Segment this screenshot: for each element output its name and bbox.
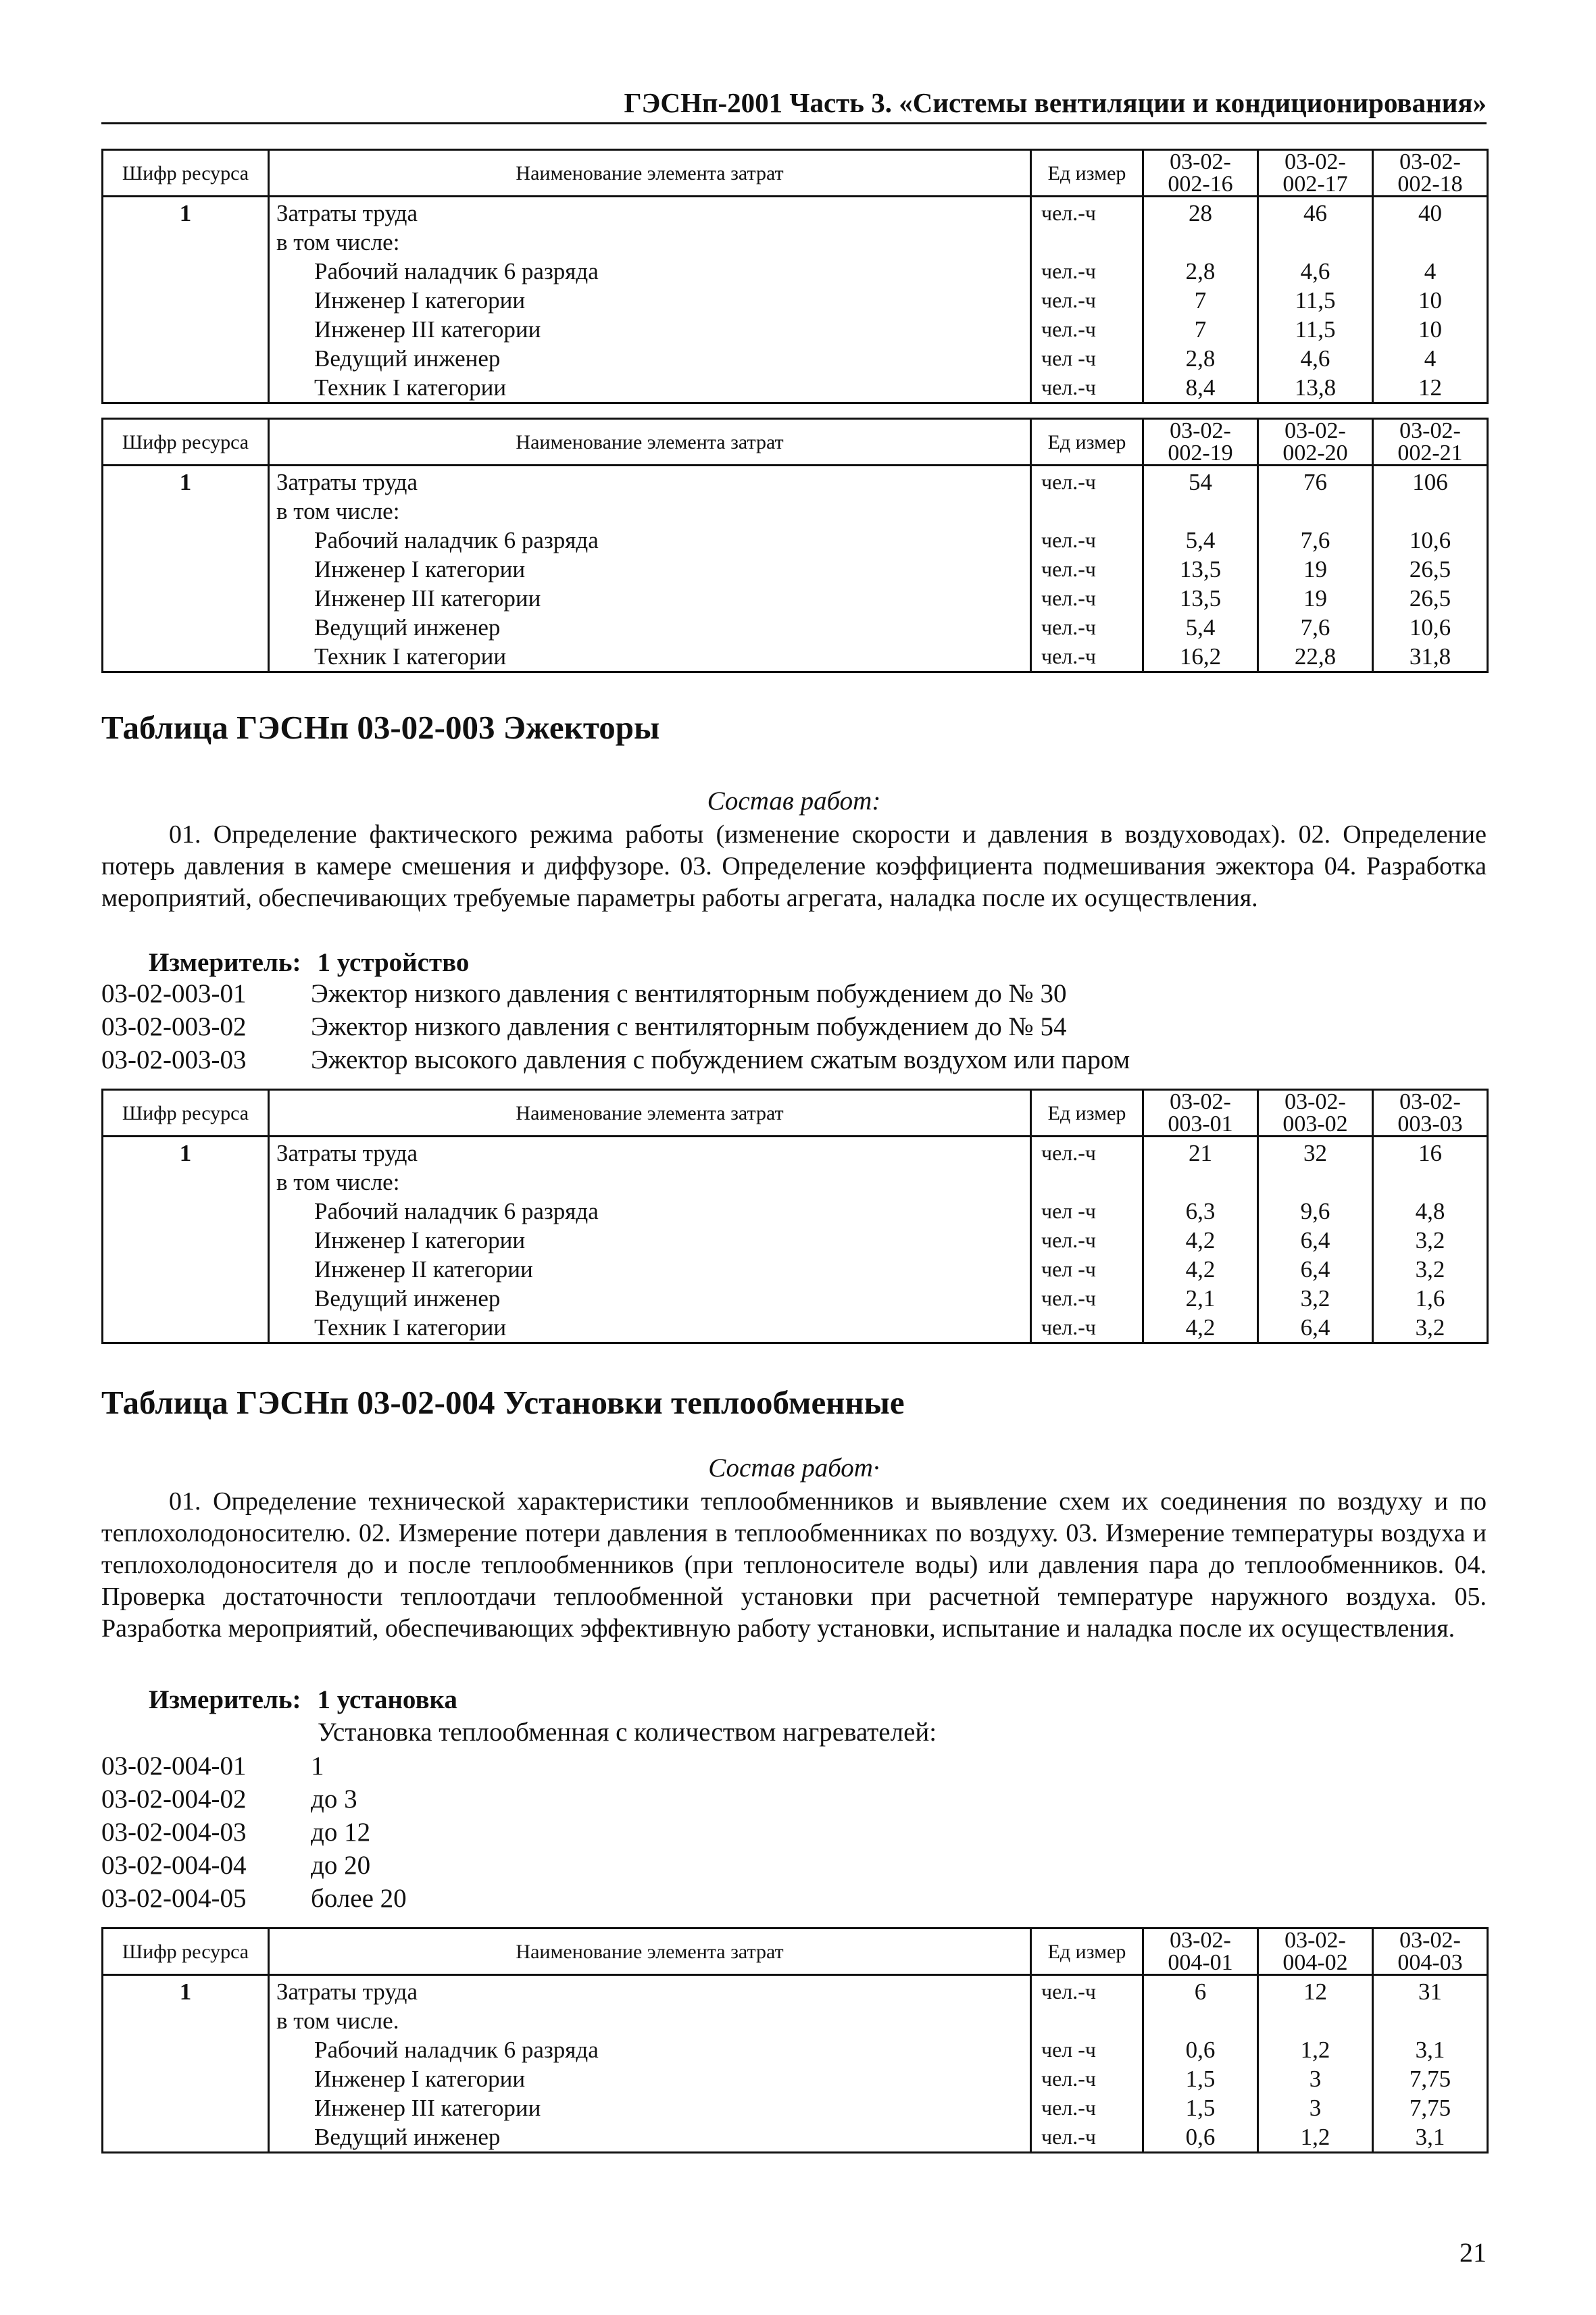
- cell-code: [103, 526, 269, 555]
- cell-unit: чел.-ч: [1031, 197, 1143, 228]
- cell-value: 7,6: [1258, 526, 1373, 555]
- cell-unit: чел.-ч: [1031, 2064, 1143, 2093]
- header-rate-code: 03-02- 004-03: [1373, 1928, 1488, 1975]
- work-item-text: до 12: [311, 1818, 371, 1847]
- composition-text-003: 01. Определение фактического режима работы (изменение скорости и давления в воздуховодах). 02. Определение потерь давления в камере смешения и диффузоре. 03. Определение коэффициента подмешивания эжектора 04. Разработка мероприятий, обеспечивающих требуемые параметры работы агрегата, наладка после их осуществления.: [101, 820, 1487, 912]
- cell-value: 19: [1258, 555, 1373, 584]
- cell-value: 12: [1373, 373, 1488, 403]
- cell-value: 4: [1373, 257, 1488, 286]
- cell-unit: чел.-ч: [1031, 257, 1143, 286]
- cell-value: 3,1: [1373, 2035, 1488, 2064]
- header-code: Шифр ресурса: [103, 150, 269, 197]
- cell-value: 5,4: [1143, 526, 1258, 555]
- cell-code: [103, 373, 269, 403]
- work-item-text: Эжектор высокого давления с побуждением сжатым воздухом или паром: [311, 1045, 1130, 1074]
- meter-004: [149, 1685, 457, 1715]
- meter-label: Измеритель:: [149, 948, 301, 977]
- cell-value: [1373, 228, 1488, 257]
- header-unit: Ед измер: [1031, 1928, 1143, 1975]
- cell-value: 7,75: [1373, 2093, 1488, 2122]
- cell-value: 13,8: [1258, 373, 1373, 403]
- table-row: [103, 286, 1488, 315]
- cell-code: [103, 315, 269, 344]
- cell-unit: чел -ч: [1031, 2035, 1143, 2064]
- cell-value: 4,8: [1373, 1197, 1488, 1226]
- table-row: [103, 1255, 1488, 1284]
- cell-name: Техник I категории: [269, 373, 1031, 403]
- cell-value: 16,2: [1143, 642, 1258, 672]
- cell-value: 4,2: [1143, 1255, 1258, 1284]
- table-row: [103, 1168, 1488, 1197]
- cell-code: [103, 2035, 269, 2064]
- cell-unit: чел.-ч: [1031, 286, 1143, 315]
- meter-value: 1 устройство: [317, 948, 470, 977]
- cell-value: 8,4: [1143, 373, 1258, 403]
- cell-value: [1373, 497, 1488, 526]
- table-row: [103, 2093, 1488, 2122]
- cell-code: 1: [103, 466, 269, 497]
- work-item-code: 03-02-004-05: [101, 1884, 247, 1913]
- cell-value: 1,5: [1143, 2064, 1258, 2093]
- cell-unit: чел.-ч: [1031, 2122, 1143, 2153]
- cell-value: 7: [1143, 315, 1258, 344]
- header-rate-code: 03-02- 003-01: [1143, 1090, 1258, 1137]
- cell-value: 7,6: [1258, 613, 1373, 642]
- cell-name: Рабочий наладчик 6 разряда: [269, 1197, 1031, 1226]
- cell-value: 3,2: [1373, 1255, 1488, 1284]
- cell-code: [103, 1226, 269, 1255]
- cell-value: [1258, 2006, 1373, 2035]
- table-row: [103, 1197, 1488, 1226]
- cell-value: 10,6: [1373, 613, 1488, 642]
- cell-unit: чел -ч: [1031, 1197, 1143, 1226]
- header-rate-code: 03-02- 004-01: [1143, 1928, 1258, 1975]
- cell-name: Рабочий наладчик 6 разряда: [269, 2035, 1031, 2064]
- cell-unit: [1031, 497, 1143, 526]
- subheading-004: Установка теплообменная с количеством нагревателей:: [318, 1718, 937, 1747]
- table-row: [103, 257, 1488, 286]
- cell-value: [1373, 1168, 1488, 1197]
- cell-code: 1: [103, 1137, 269, 1168]
- cell-code: [103, 2093, 269, 2122]
- cell-value: 13,5: [1143, 555, 1258, 584]
- cell-unit: чел.-ч: [1031, 613, 1143, 642]
- cell-unit: чел.-ч: [1031, 1226, 1143, 1255]
- cell-unit: чел.-ч: [1031, 1975, 1143, 2007]
- running-header: ГЭСНп-2001 Часть 3. «Системы вентиляции и кондиционирования»: [624, 87, 1487, 118]
- cell-unit: чел.-ч: [1031, 315, 1143, 344]
- cell-value: 6,4: [1258, 1313, 1373, 1343]
- header-rate-code: 03-02- 003-03: [1373, 1090, 1488, 1137]
- work-item-code: 03-02-004-02: [101, 1785, 247, 1814]
- cell-value: 3,1: [1373, 2122, 1488, 2153]
- cell-value: 1,6: [1373, 1284, 1488, 1313]
- cell-value: 4,6: [1258, 257, 1373, 286]
- cell-value: 31: [1373, 1975, 1488, 2007]
- table-row: [103, 2006, 1488, 2035]
- meter-003: [149, 947, 469, 978]
- cell-code: 1: [103, 1975, 269, 2007]
- cell-code: [103, 1313, 269, 1343]
- cell-unit: [1031, 1168, 1143, 1197]
- cell-value: 6,4: [1258, 1226, 1373, 1255]
- cell-name: Рабочий наладчик 6 разряда: [269, 526, 1031, 555]
- cell-value: 4,6: [1258, 344, 1373, 373]
- cell-unit: [1031, 228, 1143, 257]
- cell-code: [103, 584, 269, 613]
- table-row: [103, 526, 1488, 555]
- section-title-003: Таблица ГЭСНп 03-02-003 Эжекторы: [101, 709, 660, 746]
- cell-value: 13,5: [1143, 584, 1258, 613]
- table-row: [103, 1284, 1488, 1313]
- header-code: Шифр ресурса: [103, 1090, 269, 1137]
- cell-value: [1143, 497, 1258, 526]
- cell-name: Ведущий инженер: [269, 344, 1031, 373]
- header-rate-code: 03-02- 002-20: [1258, 419, 1373, 466]
- cell-name: Инженер I категории: [269, 286, 1031, 315]
- composition-text-004: 01. Определение технической характеристики теплообменников и выявление схем их соединения по воздуху и по теплохолодоносителю. 02. Измерение потери давления в теплообменниках по воздуху. 03. Измерение температуры воздуха и теплохолодоносителя до и после теплообменников (при теплоносителе воды) или давления пара до теплообменников. 04. Проверка достаточности теплоотдачи теплообменной установки при расчетной температуре наружного воздуха. 05. Разработка мероприятий, обеспечивающих эффективную работу установки, испытание и наладка после их осуществления.: [101, 1487, 1487, 1643]
- header-name: Наименование элемента затрат: [269, 419, 1031, 466]
- header-name: Наименование элемента затрат: [269, 1928, 1031, 1975]
- work-item: [101, 1817, 370, 1847]
- header-rate-code: 03-02- 003-02: [1258, 1090, 1373, 1137]
- table-header-row: [103, 419, 1488, 466]
- table-row: [103, 584, 1488, 613]
- cell-value: 26,5: [1373, 584, 1488, 613]
- cell-value: 10,6: [1373, 526, 1488, 555]
- cell-value: 2,8: [1143, 344, 1258, 373]
- cell-code: [103, 344, 269, 373]
- cell-value: 6,4: [1258, 1255, 1373, 1284]
- cell-value: 11,5: [1258, 315, 1373, 344]
- cell-name: Техник I категории: [269, 642, 1031, 672]
- header-rate-code: 03-02- 002-18: [1373, 150, 1488, 197]
- cell-unit: чел.-ч: [1031, 466, 1143, 497]
- cell-value: [1373, 2006, 1488, 2035]
- cell-name: Инженер II категории: [269, 1255, 1031, 1284]
- cell-unit: чел.-ч: [1031, 1137, 1143, 1168]
- table-row: [103, 315, 1488, 344]
- work-item-code: 03-02-004-03: [101, 1818, 247, 1847]
- table-row: [103, 642, 1488, 672]
- cell-unit: чел -ч: [1031, 344, 1143, 373]
- header-unit: Ед измер: [1031, 150, 1143, 197]
- cell-value: 7: [1143, 286, 1258, 315]
- cell-value: 28: [1143, 197, 1258, 228]
- cell-value: 3,2: [1258, 1284, 1373, 1313]
- work-item-text: Эжектор низкого давления с вентиляторным побуждением до № 54: [311, 1012, 1067, 1041]
- cell-value: [1143, 2006, 1258, 2035]
- work-item-code: 03-02-003-02: [101, 1012, 247, 1041]
- table-row: [103, 1226, 1488, 1255]
- cell-value: 12: [1258, 1975, 1373, 2007]
- work-item: [101, 1751, 324, 1781]
- table-row: [103, 613, 1488, 642]
- table-row: [103, 373, 1488, 403]
- cell-value: 2,8: [1143, 257, 1258, 286]
- composition-label-003: Состав работ:: [707, 787, 881, 816]
- cell-value: 2,1: [1143, 1284, 1258, 1313]
- cell-code: [103, 497, 269, 526]
- meter-value: 1 установка: [317, 1685, 457, 1714]
- header-rate-code: 03-02- 002-16: [1143, 150, 1258, 197]
- resource-table-002-19-21: [101, 418, 1489, 673]
- work-item-text: более 20: [311, 1884, 407, 1913]
- table-row: [103, 344, 1488, 373]
- cell-name: Затраты труда: [269, 1137, 1031, 1168]
- cell-name: Затраты труда: [269, 1975, 1031, 2007]
- work-item-text: 1: [311, 1751, 324, 1781]
- cell-name: в том числе:: [269, 228, 1031, 257]
- cell-name: Ведущий инженер: [269, 2122, 1031, 2153]
- cell-unit: чел.-ч: [1031, 1284, 1143, 1313]
- page-number: 21: [1460, 2237, 1487, 2268]
- cell-value: 4: [1373, 344, 1488, 373]
- cell-value: 19: [1258, 584, 1373, 613]
- cell-unit: чел.-ч: [1031, 584, 1143, 613]
- cell-code: [103, 1284, 269, 1313]
- cell-name: в том числе:: [269, 497, 1031, 526]
- cell-code: [103, 228, 269, 257]
- work-item-code: 03-02-004-01: [101, 1751, 247, 1781]
- header-rate-code: 03-02- 002-21: [1373, 419, 1488, 466]
- cell-value: 31,8: [1373, 642, 1488, 672]
- cell-value: 3,2: [1373, 1226, 1488, 1255]
- composition-label-004: Состав работ·: [708, 1453, 880, 1483]
- resource-table-003: [101, 1089, 1489, 1344]
- cell-value: 4,2: [1143, 1226, 1258, 1255]
- header-unit: Ед измер: [1031, 419, 1143, 466]
- cell-value: 76: [1258, 466, 1373, 497]
- header-unit: Ед измер: [1031, 1090, 1143, 1137]
- header-rate-code: 03-02- 002-19: [1143, 419, 1258, 466]
- cell-value: 21: [1143, 1137, 1258, 1168]
- header-code: Шифр ресурса: [103, 419, 269, 466]
- cell-value: [1143, 228, 1258, 257]
- cell-name: Инженер III категории: [269, 315, 1031, 344]
- cell-unit: чел.-ч: [1031, 526, 1143, 555]
- cell-code: [103, 286, 269, 315]
- cell-unit: чел.-ч: [1031, 555, 1143, 584]
- table-row: [103, 466, 1488, 497]
- work-item: [101, 1850, 370, 1881]
- work-item: [101, 1883, 407, 1914]
- work-item-code: 03-02-003-01: [101, 979, 247, 1008]
- cell-value: 54: [1143, 466, 1258, 497]
- cell-code: 1: [103, 197, 269, 228]
- cell-code: [103, 2006, 269, 2035]
- table-row: [103, 1137, 1488, 1168]
- cell-value: 106: [1373, 466, 1488, 497]
- section-title-004: Таблица ГЭСНп 03-02-004 Установки теплообменные: [101, 1384, 905, 1421]
- cell-unit: [1031, 2006, 1143, 2035]
- table-row: [103, 228, 1488, 257]
- table-header-row: [103, 1928, 1488, 1975]
- cell-value: 16: [1373, 1137, 1488, 1168]
- cell-value: [1258, 1168, 1373, 1197]
- header-rate-code: 03-02- 002-17: [1258, 150, 1373, 197]
- cell-name: Затраты труда: [269, 466, 1031, 497]
- cell-code: [103, 257, 269, 286]
- work-item: [101, 1045, 1130, 1075]
- cell-value: 10: [1373, 315, 1488, 344]
- cell-value: [1143, 1168, 1258, 1197]
- work-item: [101, 1784, 357, 1814]
- table-row: [103, 2122, 1488, 2153]
- cell-value: 0,6: [1143, 2122, 1258, 2153]
- cell-code: [103, 2064, 269, 2093]
- cell-value: 1,5: [1143, 2093, 1258, 2122]
- header-rate-code: 03-02- 004-02: [1258, 1928, 1373, 1975]
- cell-value: 3: [1258, 2064, 1373, 2093]
- table-row: [103, 2035, 1488, 2064]
- cell-code: [103, 2122, 269, 2153]
- cell-unit: чел.-ч: [1031, 2093, 1143, 2122]
- cell-value: 11,5: [1258, 286, 1373, 315]
- cell-name: Затраты труда: [269, 197, 1031, 228]
- table-header-row: [103, 150, 1488, 197]
- cell-unit: чел.-ч: [1031, 373, 1143, 403]
- cell-name: в том числе:: [269, 1168, 1031, 1197]
- cell-value: [1258, 497, 1373, 526]
- table-row: [103, 497, 1488, 526]
- cell-value: 6,3: [1143, 1197, 1258, 1226]
- cell-value: 9,6: [1258, 1197, 1373, 1226]
- work-item-code: 03-02-004-04: [101, 1851, 247, 1880]
- cell-name: Инженер III категории: [269, 2093, 1031, 2122]
- cell-value: 7,75: [1373, 2064, 1488, 2093]
- work-item-text: до 3: [311, 1785, 357, 1814]
- work-item: [101, 978, 1066, 1009]
- cell-name: Ведущий инженер: [269, 613, 1031, 642]
- header-code: Шифр ресурса: [103, 1928, 269, 1975]
- cell-value: 3: [1258, 2093, 1373, 2122]
- header-name: Наименование элемента затрат: [269, 1090, 1031, 1137]
- cell-unit: чел.-ч: [1031, 642, 1143, 672]
- table-row: [103, 2064, 1488, 2093]
- cell-name: Ведущий инженер: [269, 1284, 1031, 1313]
- work-item-code: 03-02-003-03: [101, 1045, 247, 1074]
- cell-name: Техник I категории: [269, 1313, 1031, 1343]
- meter-label: Измеритель:: [149, 1685, 301, 1714]
- cell-code: [103, 642, 269, 672]
- cell-value: 22,8: [1258, 642, 1373, 672]
- cell-name: Рабочий наладчик 6 разряда: [269, 257, 1031, 286]
- cell-value: 32: [1258, 1137, 1373, 1168]
- header-rule: [101, 122, 1487, 124]
- cell-value: 5,4: [1143, 613, 1258, 642]
- cell-value: 1,2: [1258, 2122, 1373, 2153]
- table-row: [103, 1975, 1488, 2007]
- cell-value: 6: [1143, 1975, 1258, 2007]
- cell-value: 3,2: [1373, 1313, 1488, 1343]
- resource-table-002-16-18: [101, 149, 1489, 404]
- cell-value: 26,5: [1373, 555, 1488, 584]
- cell-code: [103, 1168, 269, 1197]
- work-item: [101, 1012, 1066, 1042]
- work-item-text: до 20: [311, 1851, 371, 1880]
- cell-value: 0,6: [1143, 2035, 1258, 2064]
- table-row: [103, 555, 1488, 584]
- work-item-text: Эжектор низкого давления с вентиляторным побуждением до № 30: [311, 979, 1067, 1008]
- cell-value: 4,2: [1143, 1313, 1258, 1343]
- cell-value: [1258, 228, 1373, 257]
- table-header-row: [103, 1090, 1488, 1137]
- cell-code: [103, 613, 269, 642]
- cell-name: в том числе.: [269, 2006, 1031, 2035]
- cell-unit: чел -ч: [1031, 1255, 1143, 1284]
- cell-name: Инженер I категории: [269, 555, 1031, 584]
- cell-value: 1,2: [1258, 2035, 1373, 2064]
- cell-name: Инженер III категории: [269, 584, 1031, 613]
- cell-code: [103, 555, 269, 584]
- resource-table-004: [101, 1927, 1489, 2154]
- cell-unit: чел.-ч: [1031, 1313, 1143, 1343]
- cell-name: Инженер I категории: [269, 1226, 1031, 1255]
- table-row: [103, 1313, 1488, 1343]
- cell-code: [103, 1197, 269, 1226]
- cell-value: 46: [1258, 197, 1373, 228]
- cell-value: 40: [1373, 197, 1488, 228]
- header-name: Наименование элемента затрат: [269, 150, 1031, 197]
- cell-value: 10: [1373, 286, 1488, 315]
- cell-name: Инженер I категории: [269, 2064, 1031, 2093]
- cell-code: [103, 1255, 269, 1284]
- table-row: [103, 197, 1488, 228]
